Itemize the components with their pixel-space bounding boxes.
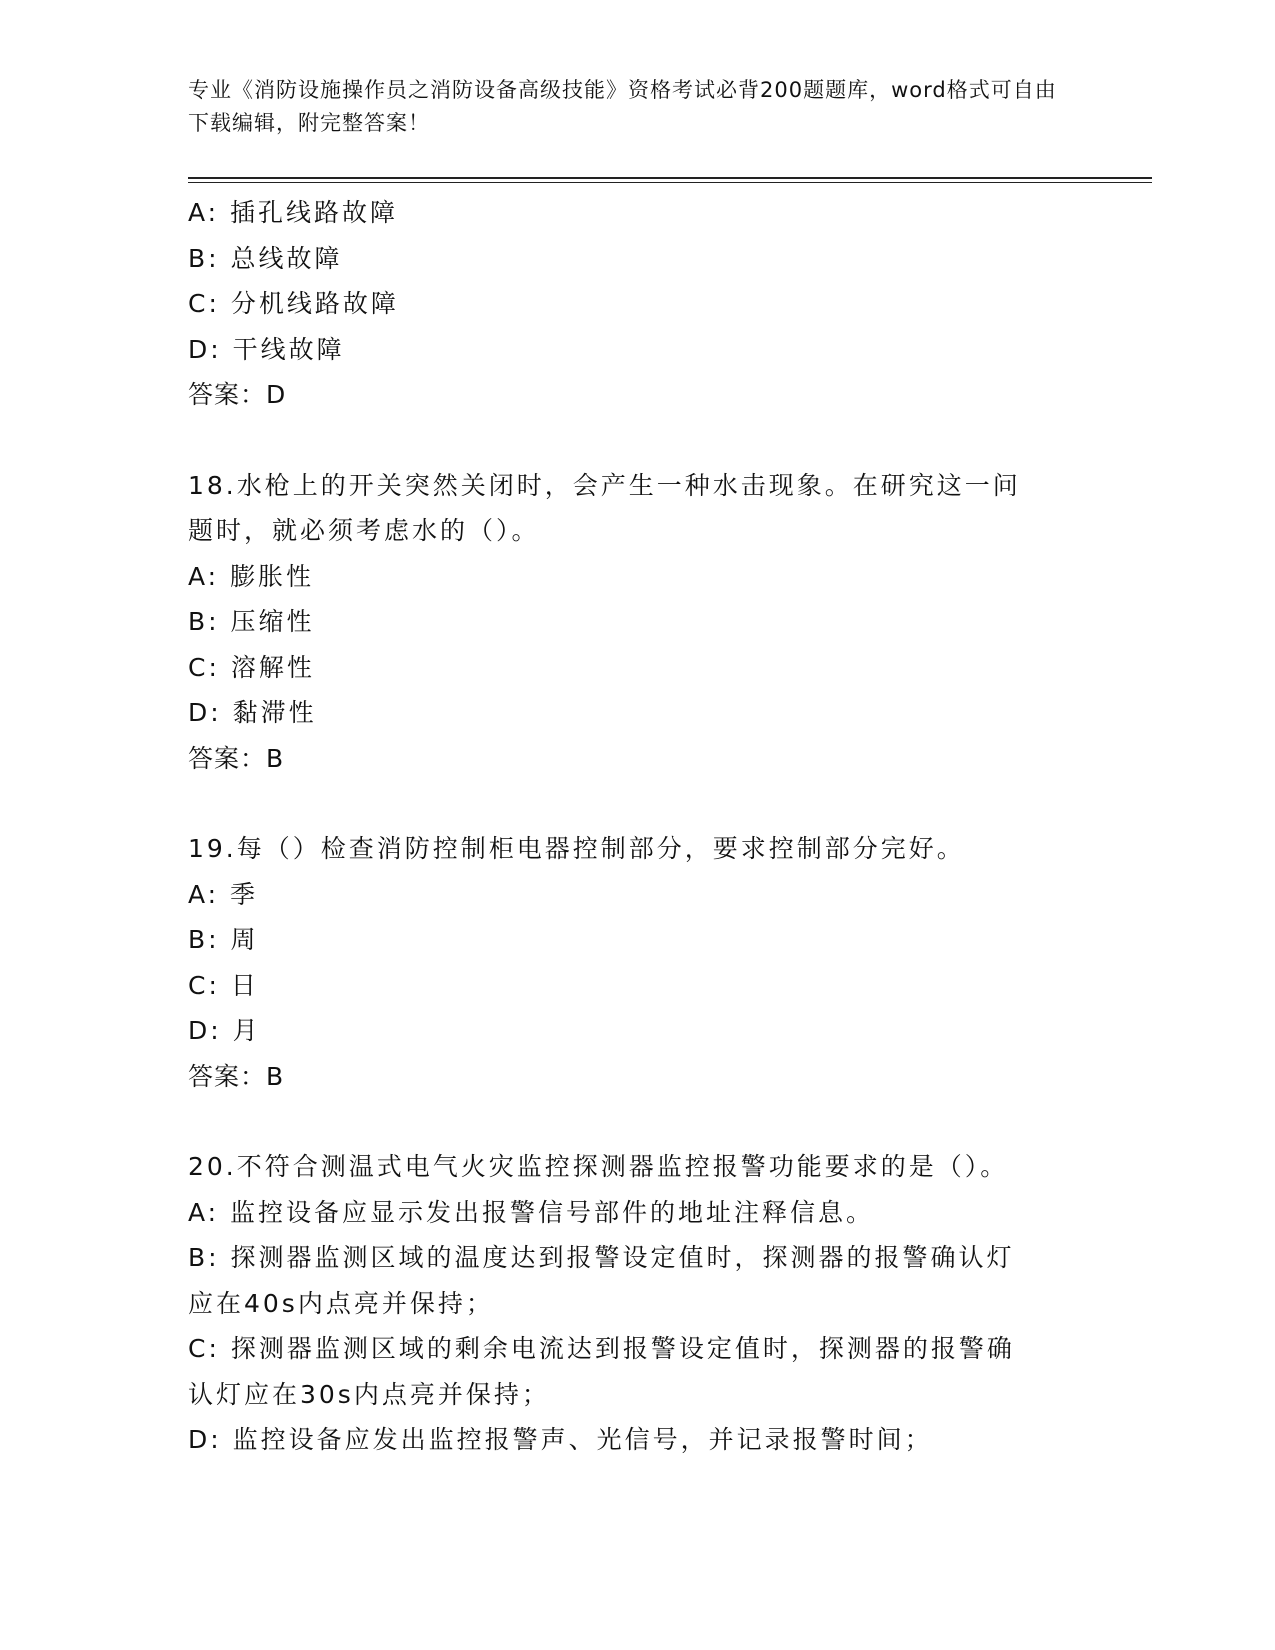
option-d: D: 监控设备应发出监控报警声、光信号，并记录报警时间； — [188, 1425, 933, 1454]
option-b: B: 周 — [188, 925, 259, 954]
option-a: A: 监控设备应显示发出报警信号部件的地址注释信息。 — [188, 1197, 875, 1227]
header-divider — [188, 177, 1152, 183]
question-block-17 — [188, 190, 1088, 418]
option-d: D: 黏滞性 — [188, 698, 317, 727]
option-b: B: 探测器监测区域的温度达到报警设定值时，探测器的报警确认灯应在40s内点亮并保持； — [188, 1243, 1015, 1318]
question-content — [188, 190, 1088, 1463]
option-c: C: 探测器监测区域的剩余电流达到报警设定值时，探测器的报警确认灯应在30s内点亮并保持； — [188, 1334, 1015, 1409]
question-stem: 20.不符合测温式电气火灾监控探测器监控报警功能要求的是（）。 — [188, 1152, 1009, 1181]
option-b: B: 压缩性 — [188, 607, 315, 636]
option-c: C: 溶解性 — [188, 652, 315, 682]
question-block-19 — [188, 826, 1088, 1099]
question-block-20 — [188, 1144, 1088, 1463]
option-c: C: 分机线路故障 — [188, 289, 399, 318]
question-block-18 — [188, 463, 1088, 782]
option-a: A: 膨胀性 — [188, 561, 315, 591]
document-header: 专业《消防设施操作员之消防设备高级技能》资格考试必背200题题库，word格式可自由下载编辑，附完整答案！ — [188, 78, 1057, 135]
option-c: C: 日 — [188, 970, 259, 1000]
answer-line: 答案：B — [188, 743, 285, 773]
answer-line: 答案：B — [188, 1061, 285, 1091]
option-a: A: 插孔线路故障 — [188, 198, 399, 227]
option-b: B: 总线故障 — [188, 243, 343, 273]
answer-line: 答案：D — [188, 380, 287, 409]
option-a: A: 季 — [188, 879, 259, 909]
question-stem: 19.每（）检查消防控制柜电器控制部分，要求控制部分完好。 — [188, 834, 965, 863]
question-stem: 18.水枪上的开关突然关闭时，会产生一种水击现象。在研究这一问题时，就必须考虑水的（）。 — [188, 470, 1021, 545]
option-d: D: 干线故障 — [188, 334, 345, 364]
option-d: D: 月 — [188, 1016, 261, 1045]
